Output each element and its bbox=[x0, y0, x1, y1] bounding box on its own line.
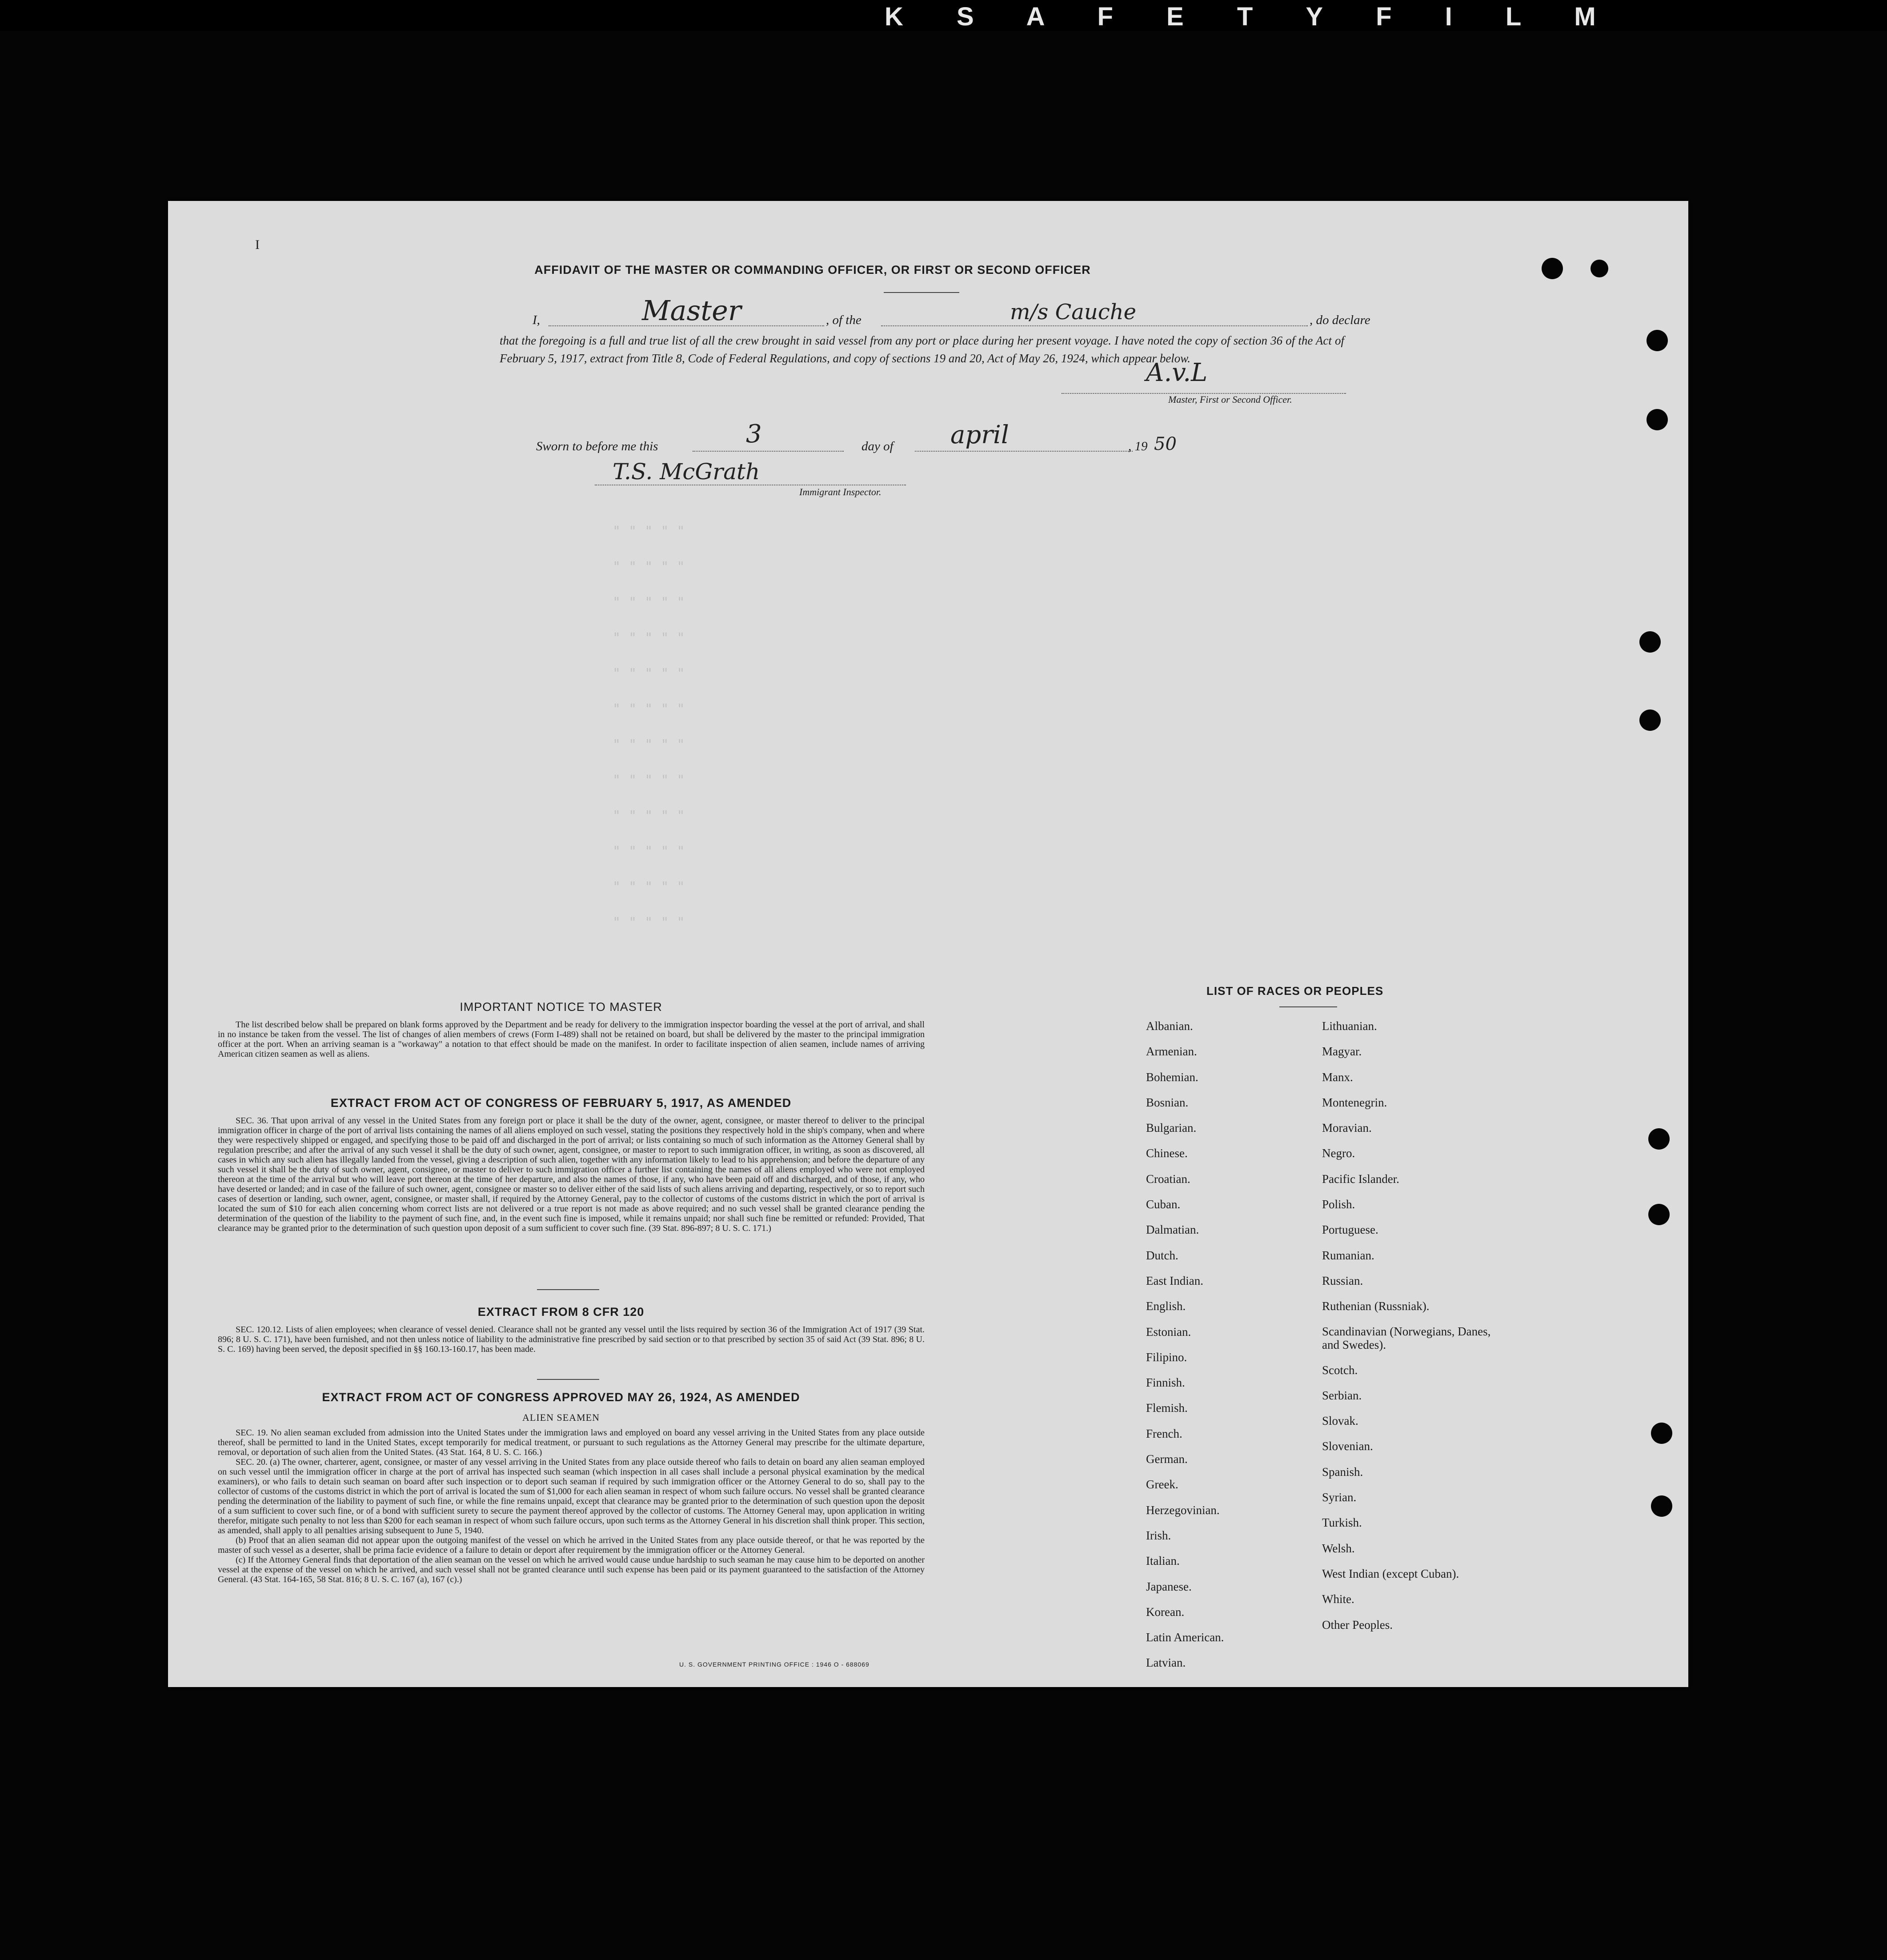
race-item: Greek. bbox=[1146, 1478, 1178, 1491]
extract-1924-sec20: SEC. 20. (a) The owner, charterer, agent, consignee, or master of any vessel arriving in the United States from any place outside thereof who fails to detain on board any alien seaman employed on such vessel until the immigration officer in charge at the port of arrival has inspected such seaman (which inspection in all cases shall include a personal physical examination by the medical examiners), or who fails to detain such seaman on board after such inspection or to deport such seaman if required by such immigration officer or the Attorney General to do so, shall pay to the collector of customs of the customs district in which the port of arrival is located the sum of $1,000 for each alien seaman in respect of whom such failure occurs. No vessel shall be granted clearance pending the determination of the liability to payment of such fine, or while the fine remains unpaid, except that clearance may be granted prior to the determination of such question upon the deposit of a sum sufficient to cover such fine, or of a bond with sufficient surety to secure the payment thereof approved by the collector of customs. The Attorney General may, upon application in writing therefor, mitigate such penalty to not less than $200 for each seaman in respect of whom such failure occurs, upon such terms as the Attorney General in his discretion shall think proper. This section, as amended, shall apply to all penalties arising subsequent to June 5, 1940. bbox=[218, 1457, 925, 1535]
declaration-i-label: I, bbox=[533, 313, 540, 327]
race-item: Scotch. bbox=[1322, 1363, 1358, 1377]
extract-1924-sec20b: (b) Proof that an alien seaman did not appear upon the outgoing manifest of the vessel on which he arrived in the United States from any place outside thereof, or that he was reported by the master of such vessel as a deserter, shall be prima facie evidence of a failure to detain or deport after requirement by the immigration officer or the Attorney General. bbox=[218, 1535, 925, 1555]
race-item: German. bbox=[1146, 1452, 1188, 1466]
race-item: Albanian. bbox=[1146, 1019, 1193, 1033]
extract-1924-subtitle: ALIEN SEAMEN bbox=[522, 1412, 600, 1423]
divider bbox=[884, 292, 959, 293]
race-item: Portuguese. bbox=[1322, 1223, 1378, 1237]
race-item: Bohemian. bbox=[1146, 1070, 1198, 1084]
race-item: Flemish. bbox=[1146, 1401, 1188, 1415]
race-item: East Indian. bbox=[1146, 1274, 1203, 1287]
race-item: Turkish. bbox=[1322, 1516, 1362, 1530]
race-item: English. bbox=[1146, 1299, 1186, 1313]
declaration-body: that the foregoing is a full and true list of all the crew brought in said vessel from any port or place during her present voyage. I have noted the copy of section 36 of the Act of February 5, 1917, extract from Title 8, Code of Federal Regulations, and copy of sections 19 and 20, Act of May 26, 1924, which appear below. bbox=[500, 334, 1344, 365]
master-signature-line bbox=[1062, 358, 1346, 394]
bleed-through-row: " " " " " bbox=[613, 630, 685, 646]
sworn-year: 50 bbox=[1154, 434, 1177, 454]
race-item: Welsh. bbox=[1322, 1541, 1355, 1555]
punch-hole bbox=[1647, 409, 1668, 430]
race-item: Irish. bbox=[1146, 1528, 1171, 1542]
punch-hole bbox=[1591, 260, 1608, 277]
bleed-through-row: " " " " " bbox=[613, 595, 685, 610]
sworn-prefix: Sworn to before me this bbox=[536, 439, 658, 453]
sworn-month: april bbox=[950, 421, 1009, 449]
extract-1924-title: EXTRACT FROM ACT OF CONGRESS APPROVED MAY 26, 1924, AS AMENDED bbox=[322, 1391, 800, 1404]
punch-hole bbox=[1648, 1204, 1670, 1225]
race-item: Lithuanian. bbox=[1322, 1019, 1377, 1033]
race-item: Filipino. bbox=[1146, 1350, 1187, 1364]
sworn-day: 3 bbox=[746, 420, 762, 449]
extract-1917-body: SEC. 36. That upon arrival of any vessel in the United States from any foreign port or place it shall be the duty of the owner, agent, consignee, or master thereof to deliver to the principal immigration officer in charge of the port of arrival lists containing the names of all aliens employed on such vessel, stating the positions they respectively hold in the ship's company, when and where they were respectively shipped or engaged, and specifying those to be paid off and discharged in the port of arrival; or lists containing so much of such information as the Attorney General shall by regulation prescribe; and after the arrival of any such vessel it shall be the duty of such owner, agent, consignee, or master to report to such immigration officer, in writing, as soon as discovered, all cases in which any such alien has illegally landed from the vessel, giving a description of such alien, together with any information likely to lead to his apprehension; and before the departure of any such vessel it shall be the duty of such owner, agent, consignee, or master to deliver to such immigration officer a further list containing the names of all aliens employed who were not employed thereon at the time of the arrival but who will leave port thereon at the time of her departure, and also the names of those, if any, who have been paid off and discharged, and of those, if any, who have deserted or landed; and in case of the failure of such owner, agent, consignee or master so to deliver either of the said lists of such aliens arriving and departing, respectively, or so to report such cases of desertion or landing, such owner, agent, consignee, or master shall, if required by the Attorney General, pay to the collector of customs of the customs district in which the port of arrival is located the sum of $10 for each alien concerning whom correct lists are not delivered or a true report is not made as above required; and no such vessel shall be granted clearance pending the determination of the question of the liability to the payment of such fine, and, in the event such fine is imposed, while it remains unpaid; nor shall such fine be remitted or refunded: Provided, That clearance may be granted prior to the determination of such question upon deposit of a sum sufficient to cover such fine. (39 Stat. 896-897; 8 U. S. C. 171.) bbox=[218, 1116, 925, 1233]
notice-body: The list described below shall be prepared on blank forms approved by the Department and be ready for delivery to the immigration inspector boarding the vessel at the port of arrival, and shall in no instance be taken from the vessel. The list of changes of alien members of crews (Form I-489) shall not be retained on board, but shall be delivered by the master to the principal immigration officer at the port. When an arriving seaman is a "workaway" a notation to that effect should be made on the manifest. In order to facilitate inspection of alien seamen, include names of arriving American citizen seamen as well as aliens. bbox=[218, 1020, 925, 1059]
punch-hole bbox=[1651, 1495, 1672, 1517]
race-item: Scandinavian (Norwegians, Danes, and Swedes). bbox=[1322, 1324, 1491, 1351]
extract-1924-sec19: SEC. 19. No alien seaman excluded from admission into the United States under the immigration laws and employed on board any vessel arriving in the United States from any place outside thereof, shall be permitted to land in the United States, except temporarily for medical treatment, or pursuant to such regulations as the Attorney General may prescribe for the ultimate departure, removal, or deportation of such alien from the United States. (43 Stat. 164, 8 U. S. C. 166.) bbox=[218, 1428, 925, 1457]
punch-hole bbox=[1639, 709, 1661, 731]
divider bbox=[537, 1379, 599, 1380]
divider bbox=[1279, 1006, 1337, 1007]
race-item: Latvian. bbox=[1146, 1656, 1186, 1670]
race-item: Syrian. bbox=[1322, 1491, 1357, 1504]
race-item: Russian. bbox=[1322, 1274, 1363, 1287]
bleed-through-row: " " " " " bbox=[613, 737, 685, 753]
divider bbox=[537, 1289, 599, 1290]
master-signature-caption: Master, First or Second Officer. bbox=[1168, 394, 1292, 405]
race-item: Spanish. bbox=[1322, 1465, 1363, 1479]
race-item: Slovenian. bbox=[1322, 1439, 1373, 1453]
race-item: Croatian. bbox=[1146, 1172, 1190, 1186]
notice-title: IMPORTANT NOTICE TO MASTER bbox=[460, 1000, 662, 1014]
extract-cfr-title: EXTRACT FROM 8 CFR 120 bbox=[477, 1305, 645, 1319]
bleed-through-row: " " " " " bbox=[613, 808, 685, 824]
race-item: Cuban. bbox=[1146, 1198, 1181, 1211]
race-item: Latin American. bbox=[1146, 1631, 1224, 1644]
bleed-through-row: " " " " " bbox=[613, 666, 685, 681]
extract-cfr-body: SEC. 120.12. Lists of alien employees; when clearance of vessel denied. Clearance shall not be granted any vessel until the lists required by section 36 of the Immigration Act of 1917 (39 Stat. 896; 8 U. S. C. 171), have been furnished, and not then unless notice of liability to the administrative fine prescribed by said section or to that prescribed by section 35 of said Act (39 Stat. 896; 8 U. S. C. 169) having been served, the deposit specified in §§ 160.13-160.17, has been made. bbox=[218, 1325, 925, 1354]
race-item: Bulgarian. bbox=[1146, 1121, 1197, 1135]
declaration-of-the: , of the bbox=[826, 313, 861, 327]
race-item: Japanese. bbox=[1146, 1579, 1192, 1593]
extract-1924-body bbox=[218, 1428, 925, 1584]
race-item: Negro. bbox=[1322, 1146, 1355, 1160]
races-title: LIST OF RACES OR PEOPLES bbox=[1206, 984, 1384, 998]
race-item: Slovak. bbox=[1322, 1414, 1358, 1428]
race-item: Dutch. bbox=[1146, 1248, 1178, 1262]
sworn-month-field bbox=[915, 421, 1133, 452]
bleed-through-row: " " " " " bbox=[613, 844, 685, 859]
rank-field bbox=[549, 294, 824, 327]
race-item: West Indian (except Cuban). bbox=[1322, 1567, 1459, 1580]
race-item: White. bbox=[1322, 1592, 1354, 1606]
sworn-day-field bbox=[693, 420, 844, 452]
race-item: Other Peoples. bbox=[1322, 1618, 1393, 1631]
bleed-through-row: " " " " " bbox=[613, 524, 685, 539]
race-item: Pacific Islander. bbox=[1322, 1172, 1399, 1186]
bleed-through-row: " " " " " bbox=[613, 559, 685, 575]
affidavit-title: AFFIDAVIT OF THE MASTER OR COMMANDING OFFICER, OR FIRST OR SECOND OFFICER bbox=[534, 263, 1091, 277]
bleed-through-row: " " " " " bbox=[613, 701, 685, 717]
race-item: Armenian. bbox=[1146, 1045, 1197, 1058]
race-item: Polish. bbox=[1322, 1198, 1355, 1211]
page-mark: I bbox=[255, 237, 260, 252]
race-item: Ruthenian (Russniak). bbox=[1322, 1299, 1430, 1313]
race-item: Bosnian. bbox=[1146, 1095, 1189, 1109]
race-item: Finnish. bbox=[1146, 1376, 1185, 1390]
film-edge-text: K S A F E T Y F I L M bbox=[885, 2, 1619, 31]
extract-1924-sec20c: (c) If the Attorney General finds that deportation of the alien seaman on the vessel on which he arrived would cause undue hardship to such seaman he may cause him to be deported on another vessel at the expense of the vessel on which he arrived, and such vessel shall not be granted clearance until such expense has been paid or its payment guaranteed to the satisfaction of the Attorney General. (43 Stat. 164-165, 58 Stat. 816; 8 U. S. C. 167 (a), 167 (c).) bbox=[218, 1555, 925, 1584]
races-left-column bbox=[1146, 1014, 1224, 1676]
race-item: Serbian. bbox=[1322, 1388, 1362, 1402]
inspector-signature-line bbox=[595, 459, 906, 485]
race-item: Rumanian. bbox=[1322, 1248, 1374, 1262]
race-item: French. bbox=[1146, 1427, 1182, 1440]
race-item: Chinese. bbox=[1146, 1146, 1188, 1160]
extract-1917-title: EXTRACT FROM ACT OF CONGRESS OF FEBRUARY 5, 1917, AS AMENDED bbox=[330, 1096, 792, 1110]
rank-handwritten: Master bbox=[642, 294, 741, 327]
declaration-do-declare: , do declare bbox=[1310, 313, 1370, 327]
affidavit-page bbox=[168, 201, 1688, 1687]
punch-hole bbox=[1648, 1128, 1670, 1150]
film-edge bbox=[0, 0, 1887, 31]
punch-hole bbox=[1651, 1423, 1672, 1444]
sworn-year-prefix: , 19 bbox=[1128, 439, 1148, 453]
punch-hole bbox=[1647, 330, 1668, 351]
bleed-through-row: " " " " " bbox=[613, 879, 685, 895]
vessel-handwritten: m/s Cauche bbox=[1010, 300, 1137, 325]
punch-hole bbox=[1639, 631, 1661, 653]
race-item: Estonian. bbox=[1146, 1325, 1191, 1339]
race-item: Montenegrin. bbox=[1322, 1095, 1387, 1109]
bleed-through-row: " " " " " bbox=[613, 773, 685, 788]
bleed-through-row: " " " " " bbox=[613, 915, 685, 930]
sworn-day-of: day of bbox=[861, 439, 893, 453]
race-item: Herzegovinian. bbox=[1146, 1503, 1220, 1517]
race-item: Korean. bbox=[1146, 1605, 1185, 1619]
punch-hole bbox=[1542, 258, 1563, 279]
master-signature: A.v.L bbox=[1146, 358, 1208, 387]
race-item: Manx. bbox=[1322, 1070, 1353, 1084]
inspector-caption: Immigrant Inspector. bbox=[799, 486, 881, 497]
race-item: Magyar. bbox=[1322, 1045, 1362, 1058]
inspector-signature: T.S. McGrath bbox=[613, 459, 760, 485]
vessel-field bbox=[881, 300, 1308, 326]
races-right-column bbox=[1322, 1014, 1491, 1638]
printer-imprint: U. S. GOVERNMENT PRINTING OFFICE : 1946 O - 688069 bbox=[679, 1661, 869, 1668]
race-item: Moravian. bbox=[1322, 1121, 1372, 1135]
race-item: Italian. bbox=[1146, 1554, 1180, 1568]
race-item: Dalmatian. bbox=[1146, 1223, 1199, 1237]
